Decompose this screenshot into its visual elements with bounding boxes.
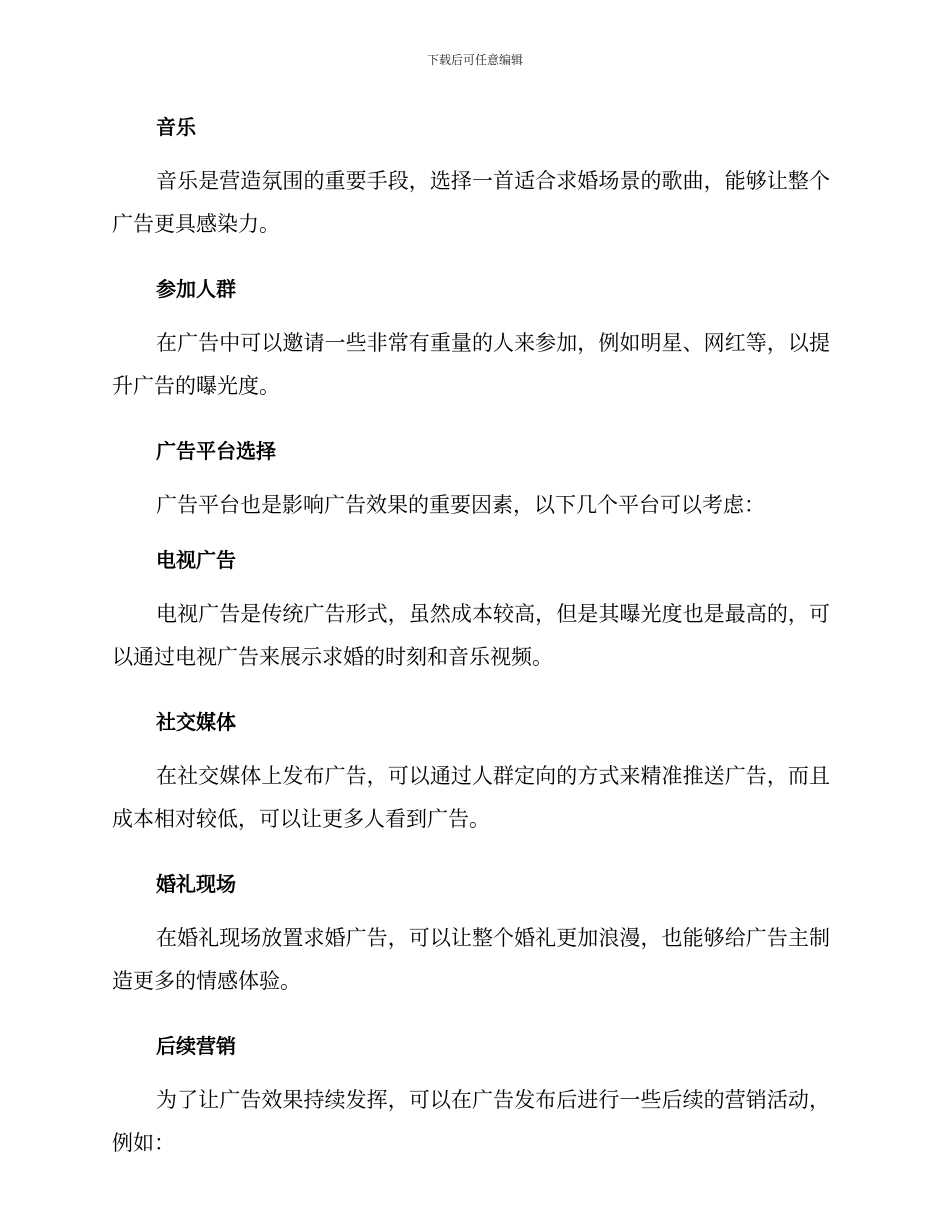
section-body-wedding-venue: 在婚礼现场放置求婚广告，可以让整个婚礼更加浪漫，也能够给广告主制造更多的情感体验。: [112, 926, 830, 993]
section-heading-platform-selection: 广告平台选择: [156, 439, 276, 463]
section-heading-follow-up-marketing: 后续营销: [156, 1034, 236, 1058]
section-body-music: 音乐是营造氛围的重要手段，选择一首适合求婚场景的歌曲，能够让整个广告更具感染力。: [112, 169, 830, 236]
section-heading-social-media: 社交媒体: [156, 710, 236, 734]
section-heading-music: 音乐: [156, 115, 196, 139]
section-heading-wedding-venue: 婚礼现场: [156, 872, 236, 896]
document-content: [112, 108, 830, 1189]
section-body-tv-ads: 电视广告是传统广告形式，虽然成本较高，但是其曝光度也是最高的，可以通过电视广告来展示求婚的时刻和音乐视频。: [112, 602, 830, 669]
section-body-participants: 在广告中可以邀请一些非常有重量的人来参加，例如明星、网红等，以提升广告的曝光度。: [112, 331, 830, 398]
section-heading-tv-ads: 电视广告: [156, 548, 236, 572]
section-body-social-media: 在社交媒体上发布广告，可以通过人群定向的方式来精准推送广告，而且成本相对较低，可以让更多人看到广告。: [112, 764, 830, 831]
section-body-follow-up-marketing: 为了让广告效果持续发挥，可以在广告发布后进行一些后续的营销活动，例如：: [112, 1088, 830, 1155]
section-body-platform-selection: 广告平台也是影响广告效果的重要因素，以下几个平台可以考虑：: [156, 493, 765, 517]
section-heading-participants: 参加人群: [156, 277, 236, 301]
page-header-note: 下载后可任意编辑: [426, 53, 523, 67]
